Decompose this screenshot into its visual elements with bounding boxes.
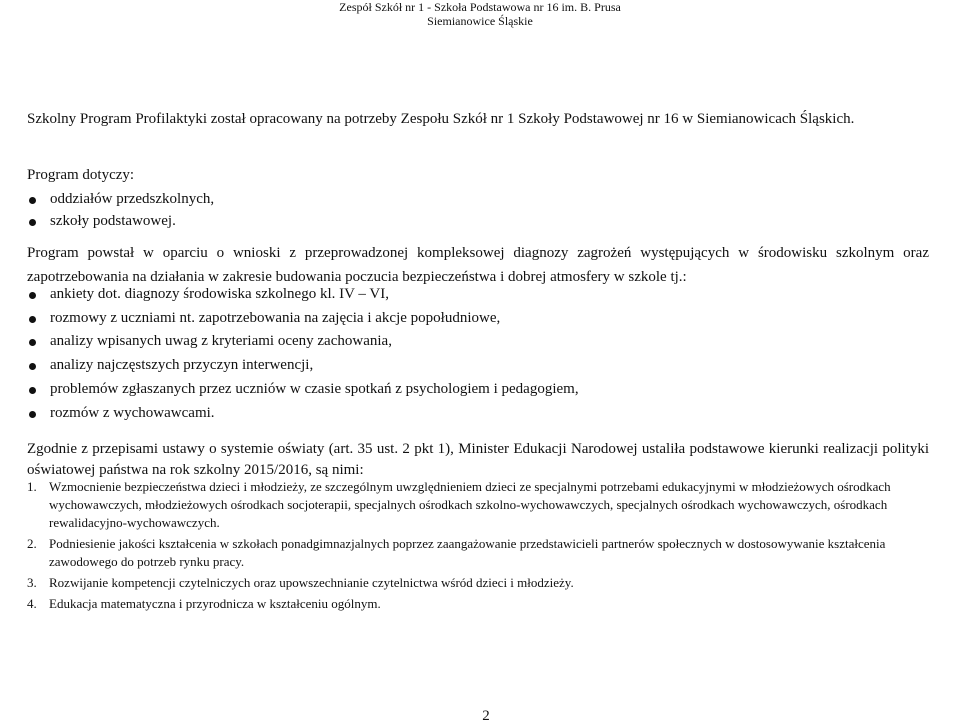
diagnosis-paragraph: Program powstał w oparciu o wnioski z przeprowadzonej kompleksowej diagnozy zagrożeń występujących w środowisku szkolnym oraz zapotrzebowania na działania w zakresie budowania poczucia bezpieczeństwa i dobrej atmosfery w szkole tj.: (27, 245, 929, 285)
bullet-icon (29, 339, 36, 346)
list-item (27, 378, 579, 402)
item-number: 2. (27, 536, 37, 551)
list-item-text: ankiety dot. diagnozy środowiska szkolnego kl. IV – VI, (50, 286, 389, 302)
program-target-list (27, 188, 214, 232)
list-item (27, 354, 579, 378)
diagnosis-sources-list (27, 283, 579, 425)
item-text: Rozwijanie kompetencji czytelniczych oraz upowszechnianie czytelnictwa wśród dzieci i młodzieży. (49, 575, 574, 590)
bullet-icon (29, 387, 36, 394)
list-item-text: analizy najczęstszych przyczyn interwencji, (50, 357, 314, 374)
page-number: 2 (482, 708, 490, 724)
item-text: Edukacja matematyczna i przyrodnicza w kształceniu ogólnym. (49, 596, 381, 611)
bullet-icon (29, 219, 36, 226)
item-number: 3. (27, 575, 37, 590)
bullet-icon (29, 411, 36, 418)
header-city: Siemianowice Śląskie (427, 14, 533, 28)
bullet-icon (29, 363, 36, 370)
list-item-text: analizy wpisanych uwag z kryteriami oceny zachowania, (50, 333, 392, 350)
numbered-item (27, 574, 937, 592)
list-item (27, 402, 579, 426)
program-label: Program dotyczy: (27, 167, 135, 183)
list-item (27, 283, 579, 307)
numbered-item (27, 535, 937, 571)
ministry-paragraph: Zgodnie z przepisami ustawy o systemie oświaty (art. 35 ust. 2 pkt 1), Minister Edukacji Narodowej ustaliła podstawowe kierunki realizacji polityki oświatowej państwa na rok szkolny 2015/2016, są nimi: (27, 441, 929, 478)
item-text: Podniesienie jakości kształcenia w szkołach ponadgimnazjalnych poprzez zaangażowanie przedstawicieli partnerów społecznych w dostosowywanie kształcenia zawodowego do potrzeb rynku pracy. (49, 536, 886, 569)
list-item-text: oddziałów przedszkolnych, (50, 191, 215, 207)
list-item (27, 210, 214, 232)
list-item (27, 307, 579, 331)
item-number: 1. (27, 479, 37, 494)
page-header (0, 0, 960, 28)
policy-directions-list (27, 478, 937, 616)
list-item (27, 330, 579, 354)
item-number: 4. (27, 596, 37, 611)
bullet-icon (29, 197, 36, 204)
numbered-item (27, 478, 937, 532)
list-item-text: rozmów z wychowawcami. (50, 404, 215, 421)
header-school-name: Zespół Szkół nr 1 - Szkoła Podstawowa nr 16 im. B. Prusa (339, 0, 621, 14)
list-item-text: rozmowy z uczniami nt. zapotrzebowania na zajęcia i akcje popołudniowe, (50, 309, 501, 326)
list-item-text: szkoły podstawowej. (50, 213, 176, 229)
numbered-item (27, 595, 937, 613)
bullet-icon (29, 292, 36, 299)
item-text: Wzmocnienie bezpieczeństwa dzieci i młodzieży, ze szczególnym uwzględnieniem dzieci ze specjalnymi potrzebami edukacyjnymi w młodzieżowych ośrodkach wychowawczych, młodzieżowych ośrodkach socjoterapii, specjalnych ośrodkach szkolno-wychowawczych, specjalnych ośrodkach wychowawczych, ośrodkach rewalidacyjno-wychowawczych. (49, 479, 891, 530)
bullet-icon (29, 316, 36, 323)
intro-paragraph: Szkolny Program Profilaktyki został opracowany na potrzeby Zespołu Szkół nr 1 Szkoły Podstawowej nr 16 w Siemianowicach Śląskich. (27, 111, 855, 127)
list-item-text: problemów zgłaszanych przez uczniów w czasie spotkań z psychologiem i pedagogiem, (50, 380, 579, 397)
list-item (27, 188, 214, 210)
